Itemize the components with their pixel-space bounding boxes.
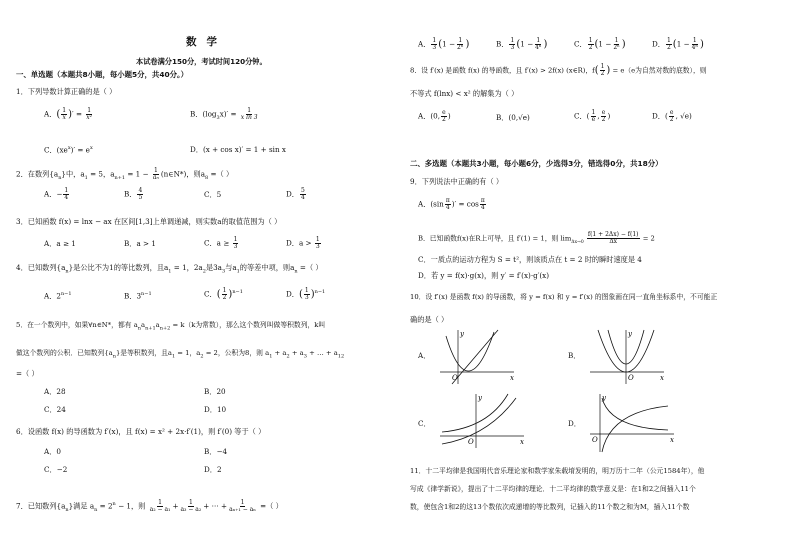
graph-c-x-label: x: [520, 438, 524, 446]
q4-s6: 2: [202, 268, 206, 275]
q4-c-sup: n−1: [232, 289, 243, 296]
q8c-n2: e: [601, 109, 606, 116]
q9a-n: π: [445, 197, 450, 204]
q5-l1a: 5．在一个数列中，如果∀n∈N*，都有 a: [16, 321, 138, 329]
q5-l2h: 1: [269, 353, 273, 360]
graph-a-curve-1: [446, 332, 494, 371]
q4-d-den: 3: [304, 294, 309, 301]
q7a-in-d: 2ⁿ: [457, 44, 464, 51]
q5-l2l: 3: [303, 353, 307, 360]
graph-d-x-label: x: [670, 436, 674, 444]
q2-s9: 8: [204, 174, 209, 181]
q7c-n: 1: [588, 37, 593, 44]
q9a-d: 4: [445, 204, 450, 211]
q10-line1: 10．设 f′(x) 是函数 f(x) 的导函数，将 y = f(x) 和 y = f′(x) 的图象画在同一直角坐标系中，不可能正: [410, 293, 718, 301]
graph-d-origin: O: [592, 436, 598, 444]
q7a-in-n: 1: [458, 37, 463, 44]
q5-l2g: = 2，公积为8，则 a: [203, 349, 270, 357]
q7a-label: A．: [418, 39, 431, 49]
q4-stem: [16, 264, 323, 275]
q7-stem: [16, 500, 283, 514]
q3-option-a: A．a ≥ 1: [44, 239, 76, 248]
q7d-in-n: 1: [692, 37, 697, 44]
q7b-in: 1 −: [520, 39, 534, 49]
q8a-d: 2: [442, 116, 446, 123]
q1-c-sup2: x: [89, 145, 93, 151]
q6-option-c: C．−2: [44, 465, 68, 474]
q7-option-c: C． $\frac{1}{2}$ (1 − $\frac{1}{\text{2ⁿ}}$ ): [574, 37, 626, 51]
q9a-t: A．(sin: [418, 199, 444, 209]
q3-d-den: 3: [315, 243, 320, 250]
q9b-lim: Δx→0: [571, 239, 584, 245]
q7a-in: 1 −: [442, 39, 456, 49]
q7-tail: =（ ）: [257, 501, 283, 511]
q7-s5: = 2: [97, 501, 113, 511]
q10-graph-a: [438, 328, 516, 386]
q5-l2k: + a: [289, 349, 304, 357]
q4-b-text: B．3: [124, 291, 142, 301]
q5-line3: =（ ）: [16, 369, 39, 378]
q5-line2: [16, 350, 344, 360]
q2-b-num: 4: [138, 187, 143, 194]
q9-option-d: D．若 y = f(x)·g(x)，则 y′ = f′(x)·g′(x): [418, 271, 550, 280]
q8d-d: 2: [669, 116, 674, 123]
q4-s13: =（ ）: [297, 263, 323, 272]
q2-s1: 2．在数列{a: [16, 169, 59, 179]
q5-l2b: n: [112, 353, 116, 360]
q8-l1: 8．设 f′(x) 是函数 f(x) 的导函数，且 f′(x) > 2f(x) (x∈R)，f: [410, 66, 595, 75]
q5-line1: [16, 322, 325, 332]
graph-b-y-label: y: [628, 330, 632, 338]
q8-option-a: [418, 110, 451, 123]
q7d-d: 2: [666, 44, 671, 51]
q7-d2: a₃ − a₂: [180, 506, 202, 513]
q7-s6: n: [112, 501, 116, 508]
q7-s3: }满足 a: [68, 501, 95, 511]
section2-heading: 二、多选题（本题共3小题，每小题6分，少选得3分，错选得0分，共18分）: [410, 159, 663, 168]
q1-a-label: A．: [44, 109, 57, 119]
q3-d-text: D．a >: [286, 238, 312, 248]
q9-option-a: [418, 198, 487, 211]
q9-option-b: [418, 232, 655, 245]
q9a-d2: 4: [480, 204, 485, 211]
q1-option-d: D．(x + cos x)′ = 1 + sin x: [190, 145, 286, 154]
q2-b-pre: B．: [124, 189, 137, 199]
q7-d1: a₂ − a₁: [149, 506, 171, 513]
q5-l2n: 12: [337, 353, 345, 360]
q1-stem: 1．下列导数计算正确的是（ ）: [16, 87, 117, 96]
q9-stem: 9．下列说法中正确的有（ ）: [410, 177, 504, 186]
q1-c-text: C．(xe: [44, 145, 68, 155]
graph-b-origin: O: [628, 374, 634, 382]
q2-s7: = 1 −: [125, 169, 149, 179]
q5-l2m: + … + a: [306, 349, 338, 357]
q10-graph-c: [438, 392, 528, 450]
q10-label-a: A．: [418, 351, 431, 360]
q7b-d: 3: [510, 44, 515, 51]
section1-heading: 一、单选题（本题共8小题，每小题5分，共40分。）: [16, 70, 189, 79]
left-column: [14, 0, 394, 560]
q2-option-b: [124, 188, 144, 201]
q7-option-a: A． $\frac{1}{3}$ (1 − $\frac{1}{\text{2ⁿ}}$ ): [418, 37, 470, 51]
q5-l2c: }是等积数列，且a: [115, 349, 172, 357]
q4-c-num: 1: [222, 287, 227, 294]
q7a-d: 3: [432, 44, 437, 51]
graph-c-curve-2: [442, 398, 516, 444]
q6-option-b: B．−4: [204, 447, 228, 456]
q7-s2: n: [65, 506, 69, 513]
q7-s7: − 1，则: [115, 501, 146, 511]
q4-s12: n: [294, 268, 298, 275]
q2-d-pre: D．: [286, 189, 299, 199]
q1-b-expr: (log: [202, 109, 217, 119]
q2-s2: n: [58, 174, 62, 181]
q1-option-b: B．$(\log_3x)'$ = $\frac{1}{\text{x ln 3}}$: [190, 107, 258, 121]
graph-d-curve-1: [602, 406, 668, 452]
graph-a-y-label: y: [460, 330, 464, 338]
q5-l2e: = 1，a: [175, 349, 201, 357]
graph-d-y-label: y: [602, 394, 606, 402]
q11-line2: 写成《律学新说》，提出了十二平均律的理论．十二平均律的数学意义是：在1和2之间插入11个: [410, 485, 696, 493]
q4-c-den: 2: [222, 294, 227, 301]
q5-l2i: + a: [272, 349, 287, 357]
q1-option-a: A．( $\frac{1}{x}$ )′ = $\frac{1}{\text{x²}}$: [44, 107, 93, 121]
q7-d3: aₙ₊₁ − aₙ: [229, 506, 256, 513]
exam-subtitle: 本试卷满分150分，考试时间120分钟。: [136, 57, 267, 66]
q8a-t: A．(0,: [418, 111, 441, 121]
q2-option-c: C．5: [204, 190, 222, 199]
q7-n2: 1: [188, 499, 193, 506]
q1-c-post: )′ = e: [70, 145, 90, 155]
q4-d-text: D．: [286, 289, 299, 299]
q3-c-text: C．a ≥: [204, 238, 230, 248]
q9a-n2: π: [480, 197, 485, 204]
q10-label-d: D．: [568, 419, 581, 428]
q7-option-d: D． $\frac{1}{2}$ (1 − $\frac{1}{\text{4ⁿ}}$ ): [652, 37, 704, 51]
q4-a-text: A．2: [44, 291, 61, 301]
q4-c-text: C．: [204, 289, 217, 299]
q7c-d: 2: [588, 44, 593, 51]
q5-l1d: n+1: [145, 325, 156, 332]
q3-c-num: 1: [233, 236, 238, 243]
q7b-label: B．: [496, 39, 509, 49]
q4-a-sup: n−1: [60, 291, 72, 297]
q7a-n: 1: [432, 37, 437, 44]
graph-b-x-label: x: [660, 374, 664, 382]
q9-option-c: C．一质点的运动方程为 S = t²，则该质点在 t = 2 时的瞬时速度是 4: [418, 255, 642, 264]
q4-s4: 1: [168, 268, 172, 275]
q8d-e: , √e): [675, 111, 692, 121]
q6-stem: 6．设函数 f(x) 的导函数为 f′(x)，且 f(x) = x² + 2x·f′(1)，则 f′(0) 等于（ ）: [16, 427, 266, 436]
q7b-in-d: 4ⁿ: [535, 44, 542, 51]
q1-b-mid: x)′ =: [219, 109, 237, 119]
q9b-e: = 2: [640, 234, 655, 243]
q5-l1b: n: [137, 325, 141, 332]
q7d-label: D．: [652, 39, 665, 49]
q4-s5: = 1，2a: [171, 263, 203, 272]
q7c-in-d: 2ⁿ: [613, 44, 620, 51]
q10-label-c: C．: [418, 419, 431, 428]
q2-s8: (n∈N*)，则a: [160, 169, 205, 179]
q5-option-b: B．20: [204, 387, 226, 396]
q7-s4: n: [94, 506, 98, 513]
q8c-t: C．(: [574, 111, 590, 121]
q2-a-den: 4: [64, 194, 69, 201]
q8c-d1: e: [591, 116, 596, 123]
q2-s10: =（ ）: [208, 169, 234, 179]
q8-line2: 不等式 f(lnx) < x² 的解集为（ ）: [410, 89, 519, 98]
q8-line1: 8．设 f′(x) 是函数 f(x) 的导函数，且 f′(x) > 2f(x) (x∈R)，f( $\frac{1}{2}$ ) = e（e为自然对数的底数），则: [410, 63, 707, 77]
graph-c-origin: O: [468, 438, 474, 446]
q8c-e: ): [607, 111, 611, 121]
q8-l1b: = e（e为自然对数的底数），则: [610, 66, 707, 75]
right-column: [408, 0, 788, 560]
q4-s2: n: [65, 268, 69, 275]
q10-line2: 确的是（ ）: [410, 315, 449, 324]
q8c-n1: 1: [591, 109, 596, 116]
graph-c-curve-1: [442, 394, 508, 432]
q2-option-d: [286, 188, 307, 201]
q7c-label: C．: [574, 39, 587, 49]
q5-option-c: C．24: [44, 405, 66, 414]
q1-option-c: [44, 146, 93, 155]
q2-a-num: 1: [64, 187, 69, 194]
q9b-t: B．已知函数f(x)在R上可导，且 f′(1) = 1，则 lim: [418, 234, 572, 243]
graph-a-x-label: x: [510, 374, 514, 382]
q3-option-d: [286, 237, 322, 250]
q2-stem: 2．在数列$\{a_n\}$中，$a_1 = 5$，$a_{n+1} = 1$ − $\frac{1}{\text{aₙ}}$ (n∈N*)，则$a_8$ =（ ）: [16, 167, 234, 181]
q4-s9: 与a: [225, 263, 237, 272]
q10-graph-b: [588, 328, 666, 386]
q4-s10: 1: [236, 268, 240, 275]
q3-c-den: 3: [233, 243, 238, 250]
q2-a-pre: A．−: [44, 189, 63, 199]
q2-option-a: [44, 188, 70, 201]
q8a-n: e: [442, 109, 446, 116]
q4-s1: 4．已知数列{a: [16, 263, 66, 272]
q5-l1f: n+2: [159, 325, 171, 332]
q1-a-eq: =: [75, 109, 82, 119]
q1-b-sub: 3: [216, 114, 220, 121]
q4-s7: 是3a: [205, 263, 222, 272]
q4-option-c: C．( $\frac{1}{2}$ )$^{n-1}$: [204, 287, 243, 301]
graph-a-curve-2: [452, 330, 498, 384]
q4-b-sup: n−1: [141, 291, 152, 297]
q2-s4: 1: [84, 174, 88, 181]
q8-option-b: B．(0,√e): [496, 113, 530, 122]
q5-option-d: D．10: [204, 405, 227, 414]
q5-option-a: A．28: [44, 387, 66, 396]
q1-c-sup: x: [67, 145, 71, 151]
q5-l1c: a: [141, 321, 146, 329]
q3-option-c: [204, 237, 239, 250]
q3-option-b: B．a > 1: [124, 239, 156, 248]
q5-l2f: 2: [200, 353, 204, 360]
q9a-m: )′ = cos: [451, 199, 479, 209]
q9b-n: f(1 + 2Δx) − f(1): [587, 231, 639, 238]
q4-d-sup: n−1: [314, 289, 326, 296]
q5-l2d: 1: [171, 353, 176, 360]
q7b-in-n: 1: [536, 37, 541, 44]
q5-l2j: 2: [286, 353, 290, 360]
q1-b-label: B．: [190, 109, 203, 119]
q8d-t: D．(: [652, 111, 668, 121]
q4-d-num: 1: [304, 287, 309, 294]
q7-dots: + ⋯ +: [203, 501, 228, 511]
q2-d-den: 4: [300, 194, 305, 201]
q2-s3: }中，a: [61, 169, 85, 179]
q4-s11: 的等差中项，则a: [239, 263, 295, 272]
q6-option-a: A．0: [44, 447, 61, 456]
q8-option-c: C．( $\frac{1}{e}$ , $\frac{e}{2}$ ): [574, 109, 611, 123]
q6-option-d: D．2: [204, 465, 222, 474]
q9b-d: Δx: [609, 238, 618, 245]
q2-d-num: 5: [300, 187, 305, 194]
q4-s8: 3: [221, 268, 226, 275]
q7-option-b: B． $\frac{1}{3}$ (1 − $\frac{1}{\text{4ⁿ}}$ ): [496, 37, 548, 51]
page-title: 数学: [186, 36, 227, 48]
q11-line3: 数，使包含1和2的这13个数依次成递增的等比数列，记插入的11个数之和为M，插入11个数: [410, 503, 690, 511]
q3-d-num: 1: [315, 236, 320, 243]
graph-a-origin: O: [452, 374, 458, 382]
q7c-in: 1 −: [598, 39, 612, 49]
q8c-d2: 2: [601, 116, 606, 123]
q2-s6: n+1: [114, 174, 126, 181]
q8-option-d: [652, 110, 692, 123]
q5-l2a: 做这个数列的公积．已知数列{a: [16, 349, 113, 357]
q11-line1: 11．十二平均律是我国明代音乐理论家和数学家朱载堉发明的，明万历十二年（公元1584年），他: [410, 467, 705, 475]
q7-n3: 1: [240, 499, 245, 506]
q3-stem: 3．已知函数 f(x) = lnx − ax 在区间[1,3]上单调递减，则实数a的取值范围为（ ）: [16, 217, 282, 226]
graph-c-y-label: y: [478, 394, 482, 402]
q4-option-d: D．( $\frac{1}{3}$ )$^{n-1}$: [286, 287, 326, 301]
q4-option-b: [124, 292, 152, 301]
q4-s3: }是公比不为1的等比数列，且a: [68, 263, 169, 272]
q7d-in-d: 4ⁿ: [691, 44, 698, 51]
q7c-in-n: 1: [614, 37, 619, 44]
q7-s1: 7．已知数列{a: [16, 501, 66, 511]
q8d-n: e: [669, 109, 674, 116]
q7b-n: 1: [510, 37, 515, 44]
q7-plus: +: [172, 501, 179, 511]
q4-option-a: [44, 292, 72, 301]
q7d-n: 1: [666, 37, 671, 44]
q2-b-den: 5: [138, 194, 143, 201]
q10-label-b: B．: [568, 351, 581, 360]
q5-l1e: a: [155, 321, 160, 329]
q7-n1: 1: [158, 499, 162, 506]
q5-l1g: = k（k为常数），那么这个数列叫做等积数列，k叫: [170, 321, 326, 329]
q10-graph-d: [588, 392, 678, 454]
q2-s5: = 5，a: [87, 169, 115, 179]
q8a-e: ): [447, 111, 451, 121]
q7d-in: 1 −: [676, 39, 690, 49]
